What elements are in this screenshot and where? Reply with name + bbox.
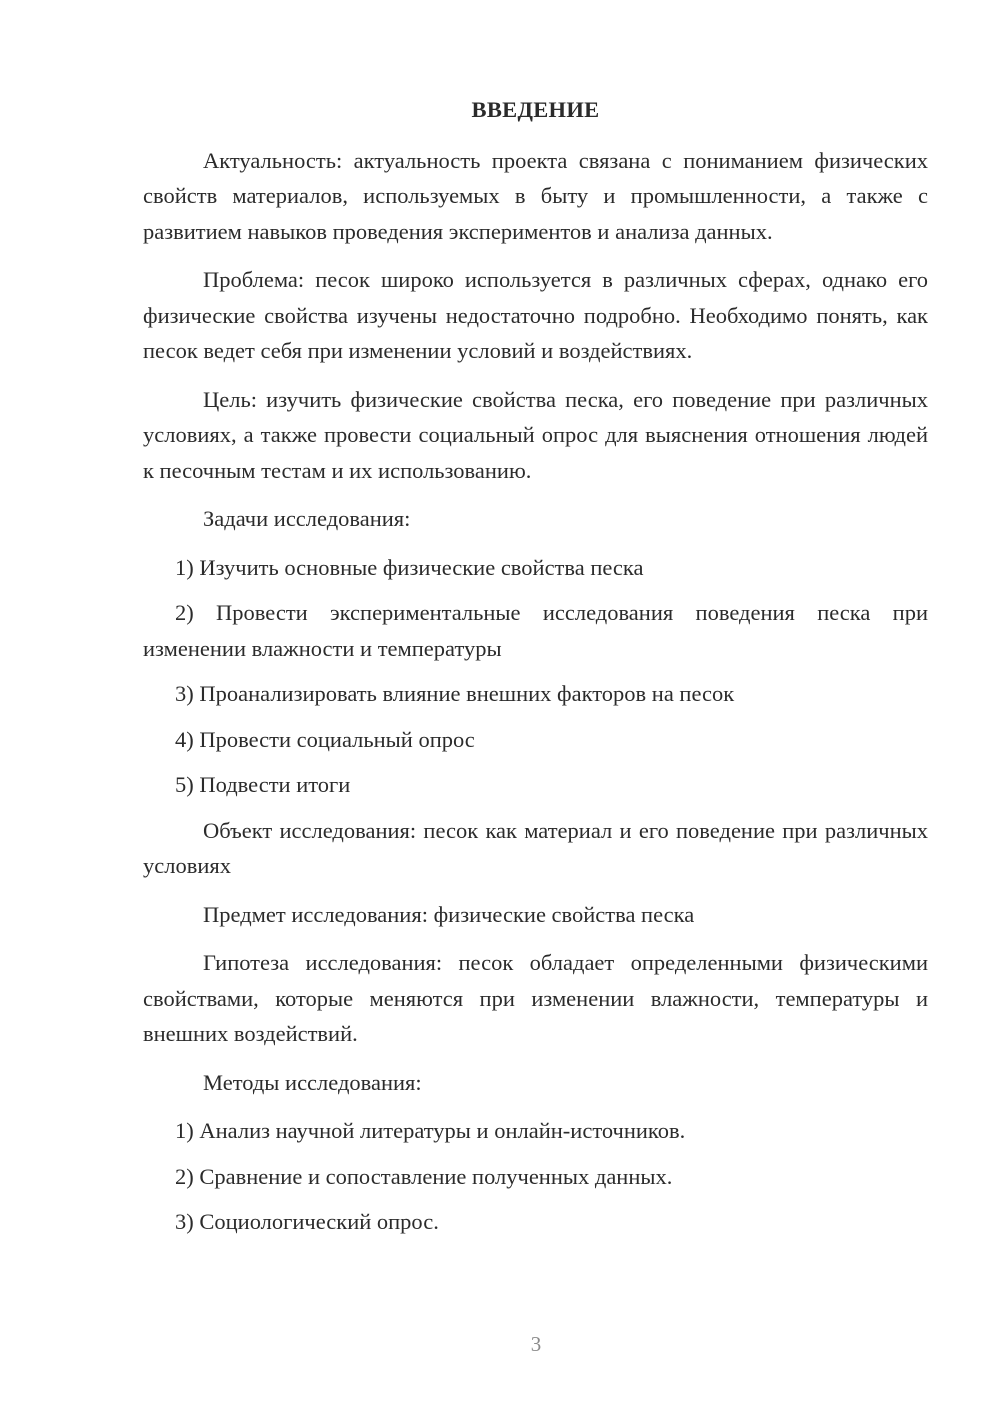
problem-paragraph: Проблема: песок широко используется в различных сферах, однако его физические свойства изучены недостаточно подробно. Необходимо понять, как песок ведет себя при изменении условий и воздействиях. — [143, 267, 928, 363]
subject-paragraph: Предмет исследования: физические свойства песка — [203, 901, 695, 927]
task-item: 4) Провести социальный опрос — [175, 726, 475, 752]
method-item: 1) Анализ научной литературы и онлайн-источников. — [175, 1118, 686, 1143]
relevance-paragraph: Актуальность: актуальность проекта связана с пониманием физических свойств материалов, используемых в быту и промышленности, а также с развитием навыков проведения экспериментов и анализа данных. — [143, 147, 928, 244]
tasks-title: Задачи исследования: — [203, 506, 411, 531]
method-item: 2) Сравнение и сопоставление полученных данных. — [175, 1163, 673, 1189]
page-number: 3 — [530, 1332, 542, 1356]
task-item: 5) Подвести итоги — [175, 772, 351, 797]
section-heading: ВВЕДЕНИЕ — [471, 97, 600, 122]
methods-title: Методы исследования: — [203, 1069, 422, 1095]
task-item: 2) Провести экспериментальные исследования поведения песка при изменении влажности и температуры — [143, 600, 928, 661]
page-content — [143, 92, 928, 1250]
goal-paragraph: Цель: изучить физические свойства песка, его поведение при различных условиях, а также провести социальный опрос для выяснения отношения людей к песочным тестам и их использованию. — [143, 386, 928, 483]
object-paragraph: Объект исследования: песок как материал и его поведение при различных условиях — [143, 817, 928, 878]
method-item: 3) Социологический опрос. — [175, 1209, 439, 1234]
hypothesis-paragraph: Гипотеза исследования: песок обладает определенными физическими свойствами, которые меняются при изменении влажности, температуры и внешних воздействий. — [143, 950, 928, 1046]
task-item: 3) Проанализировать влияние внешних факторов на песок — [175, 681, 735, 706]
task-item: 1) Изучить основные физические свойства песка — [175, 554, 644, 580]
